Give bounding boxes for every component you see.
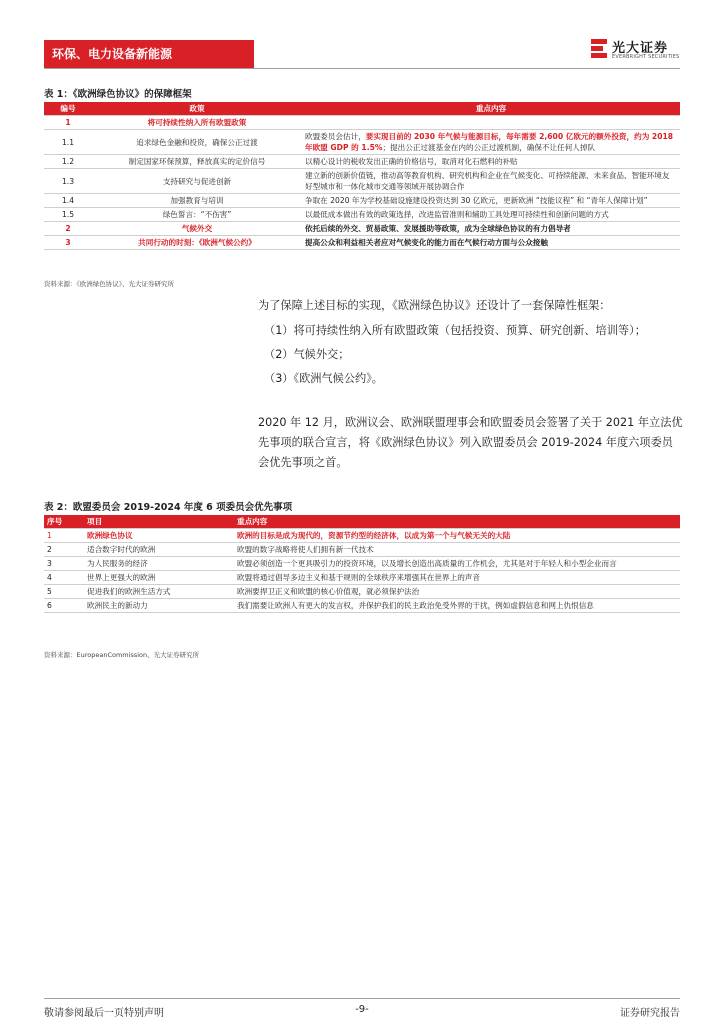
row-item: 为人民服务的经济: [84, 557, 234, 571]
row-content: 争取在 2020 年为学校基础设施建设投资达到 30 亿欧元，更新欧洲 “技能议程” 和 “青年人保障计划”: [302, 194, 680, 208]
table-row: [44, 194, 680, 208]
table-row: [44, 557, 680, 571]
row-content: 提高公众和利益相关者应对气候变化的能力而在气候行动方面与公众接触: [302, 236, 680, 250]
row-num: 1: [44, 529, 84, 543]
row-policy: 支持研究与促进创新: [92, 169, 302, 194]
row-content: [302, 130, 680, 155]
row-content: 以最低成本做出有效的政策选择，改进监管准则和辅助工具处理可持续性和创新问题的方式: [302, 208, 680, 222]
logo-mark-icon: [590, 38, 608, 60]
row-item: 世界上更强大的欧洲: [84, 571, 234, 585]
row-content: 欧洲要捍卫正义和欧盟的核心价值观，就必须保护法治: [234, 585, 680, 599]
row-policy: 追求绿色金融和投资，确保公正过渡: [92, 130, 302, 155]
row-content: 建立新的创新价值链，推动高等教育机构、研究机构和企业在气候变化、可持续能源、未来食品、智能环境友好型城市和一体化城市交通等领域开展协调合作: [302, 169, 680, 194]
table-row: [44, 116, 680, 130]
table-row: [44, 208, 680, 222]
row-item: 欧洲民主的新动力: [84, 599, 234, 613]
table1: [44, 102, 680, 250]
row-num: 1.1: [44, 130, 92, 155]
table-row: [44, 130, 680, 155]
row-content: [302, 116, 680, 130]
table1-header-policy: 政策: [92, 102, 302, 116]
page-number: -9-: [355, 1004, 369, 1015]
row-num: 1.4: [44, 194, 92, 208]
row-num: 4: [44, 571, 84, 585]
table-row: [44, 155, 680, 169]
row-content-pre: 欧盟委员会估计，: [305, 132, 366, 141]
paragraph-intro: 为了保障上述目标的实现，《欧洲绿色协议》还设计了一套保障性框架：: [258, 299, 611, 312]
footer-disclaimer: 敬请参阅最后一页特别声明: [44, 1008, 164, 1019]
row-num: 2: [44, 543, 84, 557]
table-row: [44, 571, 680, 585]
logo-text: 光大证券: [612, 41, 669, 56]
table2-header-content: 重点内容: [234, 515, 680, 529]
row-policy: 加强教育与培训: [92, 194, 302, 208]
row-content: 欧盟将通过倡导多边主义和基于规则的全球秩序来增强其在世界上的声音: [234, 571, 680, 585]
row-policy: 共同行动的时刻：《欧洲气候公约》: [92, 236, 302, 250]
row-num: 3: [44, 557, 84, 571]
table1-title: 表 1：《欧洲绿色协议》的保障框架: [44, 89, 192, 100]
row-num: 1.3: [44, 169, 92, 194]
table1-header-row: [44, 102, 680, 116]
row-num: 6: [44, 599, 84, 613]
logo-subtext: EVERBRIGHT SECURITIES: [612, 54, 680, 60]
list-item: （2）气候外交；: [264, 348, 350, 361]
row-item: 促进我们的欧洲生活方式: [84, 585, 234, 599]
row-policy: 绿色誓言：“不伤害”: [92, 208, 302, 222]
row-item: 适合数字时代的欧洲: [84, 543, 234, 557]
list-item: （1）将可持续性纳入所有欧盟政策（包括投资、预算、研究创新、培训等）；: [264, 324, 646, 337]
table2-source: 资料来源：EuropeanCommission、光大证券研究所: [44, 651, 200, 659]
row-num: 1.5: [44, 208, 92, 222]
row-content: 欧洲的目标是成为现代的，资源节约型的经济体，以成为第一个与气候无关的大陆: [234, 529, 680, 543]
row-policy: 将可持续性纳入所有欧盟政策: [92, 116, 302, 130]
section-banner: 环保、电力设备新能源: [44, 40, 254, 68]
table2-title: 表 2：欧盟委员会 2019-2024 年度 6 项委员会优先事项: [44, 502, 293, 513]
table-row: [44, 529, 680, 543]
table1-header-num: 编号: [44, 102, 92, 116]
row-content: 我们需要让欧洲人有更大的发言权，并保护我们的民主政治免受外界的干扰，例如虚假信息和网上仇恨信息: [234, 599, 680, 613]
row-content-highlight: 要实现目前的 2030 年气候与能源目标，每年需要 2,600 亿欧元的额外投资，约为 2018 年欧盟 GDP 的 1.5%: [305, 132, 674, 152]
row-content: 以精心设计的税收发出正确的价格信号，取消对化石燃料的补贴: [302, 155, 680, 169]
row-policy: 制定国家环保预算，释放真实的定价信号: [92, 155, 302, 169]
row-item: 欧洲绿色协议: [84, 529, 234, 543]
list-item: （3）《欧洲气候公约》。: [264, 372, 383, 385]
row-num: 1: [44, 116, 92, 130]
row-content: 欧盟的数字战略将使人们拥有新一代技术: [234, 543, 680, 557]
row-num: 5: [44, 585, 84, 599]
table-row: [44, 222, 680, 236]
table-row: [44, 236, 680, 250]
row-num: 3: [44, 236, 92, 250]
row-policy: 气候外交: [92, 222, 302, 236]
table1-source: 资料来源：《欧洲绿色协议》、光大证券研究所: [44, 280, 174, 288]
row-num: 2: [44, 222, 92, 236]
table2-header-row: [44, 515, 680, 529]
header-divider: [44, 68, 680, 69]
table-row: [44, 585, 680, 599]
table-row: [44, 543, 680, 557]
footer-report-type: 证券研究报告: [620, 1008, 680, 1019]
paragraph-declaration: 2020 年 12 月，欧洲议会、欧洲联盟理事会和欧盟委员会签署了关于 2021 年立法优先事项的联合宣言，将《欧洲绿色协议》列入欧盟委员会 2019-2024 年度六项委员会优先事项之首。: [258, 416, 683, 469]
row-num: 1.2: [44, 155, 92, 169]
table2-header-item: 项目: [84, 515, 234, 529]
table-row: [44, 599, 680, 613]
company-logo: [590, 36, 690, 64]
row-content: 依托后续的外交、贸易政策、发展援助等政策，成为全球绿色协议的有力倡导者: [302, 222, 680, 236]
row-content: 欧盟必须创造一个更具吸引力的投资环境，以及增长创造出高质量的工作机会，尤其是对于年轻人和小型企业而言: [234, 557, 680, 571]
footer-divider: [44, 998, 680, 999]
table-row: [44, 169, 680, 194]
table2-header-num: 序号: [44, 515, 84, 529]
row-content-post: ；提出公正过渡基金在内的公正过渡机制，确保不让任何人掉队: [382, 143, 596, 152]
table1-header-content: 重点内容: [302, 102, 680, 116]
table2: [44, 515, 680, 613]
